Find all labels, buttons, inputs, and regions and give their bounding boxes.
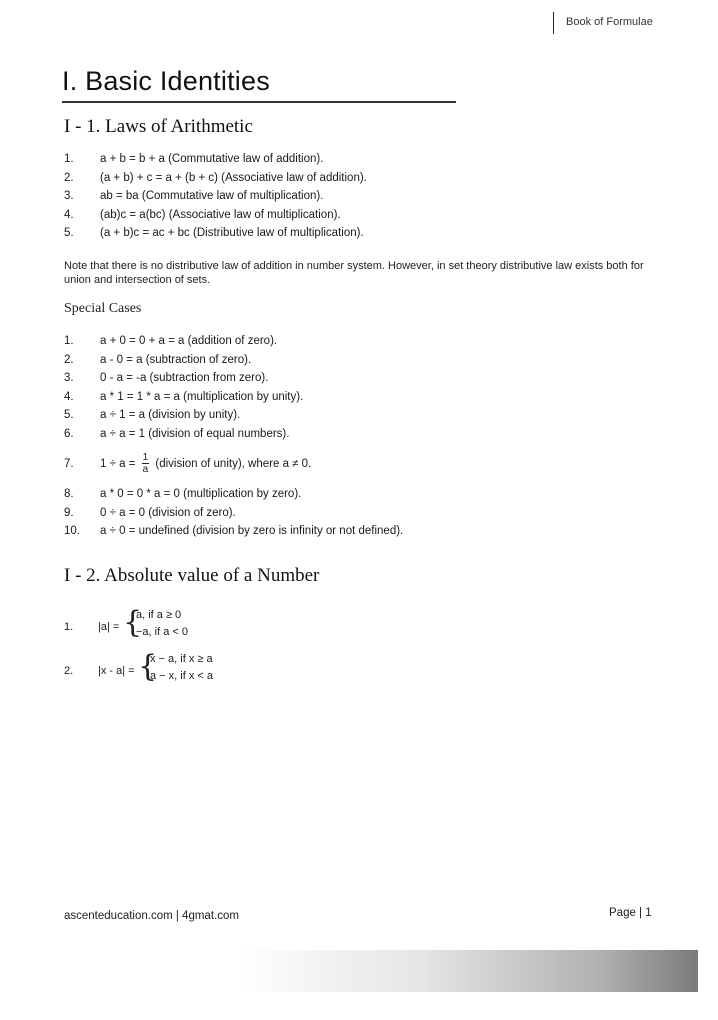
list-item — [64, 351, 664, 370]
book-title: Book of Formulae — [566, 16, 653, 28]
case-line: −a, if a < 0 — [136, 626, 188, 638]
equation-lhs: 1 ÷ a = — [100, 458, 136, 470]
item-text: 0 ÷ a = 0 (division of zero). — [100, 506, 236, 519]
list-item — [64, 485, 664, 504]
section-title-absolute-value: I - 2. Absolute value of a Number — [64, 565, 320, 586]
item-number: 4. — [64, 208, 74, 221]
equation-rhs: (division of unity), where a ≠ 0. — [155, 458, 312, 470]
item-text: a * 1 = 1 * a = a (multiplication by unity). — [100, 390, 304, 403]
left-brace-icon: { — [138, 649, 158, 684]
fraction-numerator: 1 — [142, 452, 149, 464]
section-title-laws-of-arithmetic: I - 1. Laws of Arithmetic — [64, 116, 253, 137]
special-cases-list — [64, 332, 664, 541]
header-divider — [553, 12, 554, 34]
list-item — [64, 443, 664, 485]
left-brace-icon: { — [123, 605, 143, 640]
item-text: (a + b) + c = a + (b + c) (Associative law of addition). — [100, 171, 367, 184]
item-number: 7. — [64, 458, 74, 470]
item-number: 9. — [64, 506, 74, 519]
case-line: a, if a ≥ 0 — [136, 609, 182, 621]
item-text: (ab)c = a(bc) (Associative law of multiplication). — [100, 208, 341, 221]
list-item — [64, 388, 664, 407]
chapter-title: I. Basic Identities — [62, 66, 270, 96]
footer-website: ascenteducation.com | 4gmat.com — [64, 910, 239, 922]
item-text: ab = ba (Commutative law of multiplication). — [100, 190, 324, 202]
fraction-denominator: a — [142, 464, 149, 476]
item-number: 1. — [64, 335, 74, 347]
list-item — [64, 187, 664, 206]
absolute-value-eq2-number: 2. — [64, 665, 74, 677]
item-number: 6. — [64, 427, 74, 440]
item-text: a * 0 = 0 * a = 0 (multiplication by zero). — [100, 488, 302, 500]
page-number: Page | 1 — [609, 907, 652, 919]
list-item — [64, 504, 664, 523]
item-text: (a + b)c = ac + bc (Distributive law of multiplication). — [100, 227, 364, 239]
item-number: 5. — [64, 227, 74, 239]
case-line: a − x, if x < a — [150, 670, 213, 682]
item-number: 2. — [64, 353, 74, 366]
item-text: a ÷ a = 1 (division of equal numbers). — [100, 427, 290, 440]
absolute-value-eq2-lhs: |x - a| = — [98, 665, 135, 677]
list-item — [64, 522, 664, 541]
list-item — [64, 169, 664, 188]
list-item — [64, 224, 664, 243]
item-text: 0 - a = -a (subtraction from zero). — [100, 372, 269, 384]
item-text: a ÷ 1 = a (division by unity). — [100, 409, 241, 421]
laws-list — [64, 150, 664, 243]
case-line: x − a, if x ≥ a — [150, 653, 213, 665]
item-text: a ÷ 0 = undefined (division by zero is infinity or not defined). — [100, 525, 404, 537]
item-number: 1. — [64, 153, 74, 165]
item-number: 3. — [64, 190, 74, 202]
list-item — [64, 206, 664, 225]
item-number: 4. — [64, 390, 74, 403]
item-number: 2. — [64, 171, 74, 184]
list-item — [64, 332, 664, 351]
item-text: a - 0 = a (subtraction of zero). — [100, 353, 252, 366]
item-number: 10. — [64, 525, 80, 537]
item-text: a + 0 = 0 + a = a (addition of zero). — [100, 335, 278, 347]
item-number: 5. — [64, 409, 74, 421]
fraction — [142, 452, 150, 475]
chapter-underline — [62, 101, 456, 103]
item-text: a + b = b + a (Commutative law of addition). — [100, 153, 324, 165]
item-number: 8. — [64, 488, 74, 500]
list-item — [64, 406, 664, 425]
scan-shadow — [238, 950, 698, 992]
item-text — [100, 443, 311, 485]
absolute-value-eq1-lhs: |a| = — [98, 621, 120, 633]
list-item — [64, 150, 664, 169]
list-item — [64, 425, 664, 444]
absolute-value-eq1-number: 1. — [64, 621, 74, 633]
distributive-law-note: Note that there is no distributive law of addition in number system. However, in set theory distributive law exists both for union and intersection of sets. — [64, 260, 644, 286]
item-number: 3. — [64, 372, 74, 384]
list-item — [64, 369, 664, 388]
special-cases-title: Special Cases — [64, 301, 142, 316]
